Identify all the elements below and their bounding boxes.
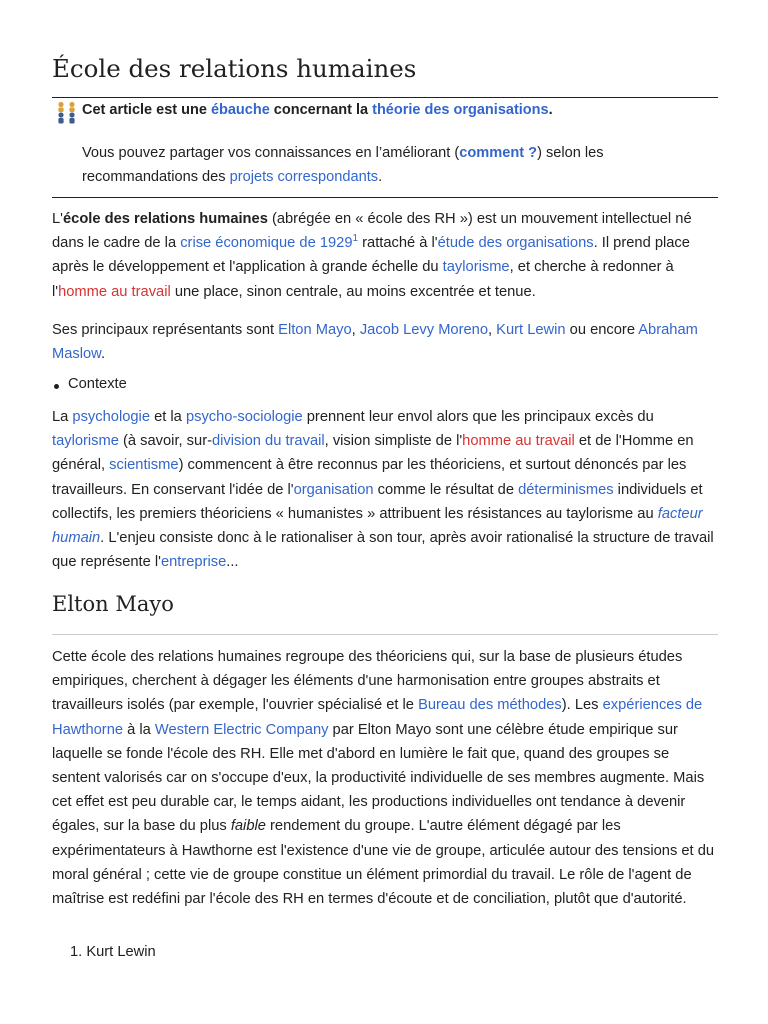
- text: ou encore: [565, 322, 639, 338]
- redlink-homme-au-travail[interactable]: homme au travail: [58, 283, 171, 300]
- link-ebauche[interactable]: ébauche: [210, 102, 270, 118]
- bullet-dot: [54, 384, 59, 389]
- notice-text: concernant la: [269, 102, 373, 118]
- notice-divider: [52, 197, 718, 198]
- notice-text: ) selon les recommandations des: [82, 145, 604, 185]
- text: et la: [150, 409, 186, 425]
- text: . L'enjeu consiste donc à le rationaliser à son tour, après avoir rationalisé la structure de travail que représente l': [52, 530, 714, 571]
- text: ). Les: [561, 697, 603, 714]
- redlink-homme-au-travail[interactable]: homme au travail: [462, 433, 575, 450]
- text: ,: [351, 322, 360, 338]
- context-paragraph: [52, 405, 718, 574]
- text: une place, sinon centrale, au moins excentrée et tenue.: [170, 283, 536, 300]
- link-projets-correspondants[interactable]: projets correspondants: [229, 169, 379, 185]
- link-bureau-des-methodes[interactable]: Bureau des méthodes: [418, 697, 562, 714]
- text: .: [100, 346, 106, 363]
- link-psycho-sociologie[interactable]: psycho-sociologie: [185, 409, 303, 425]
- text: et de l'Homme en général,: [52, 433, 694, 474]
- text: L': [52, 211, 63, 227]
- link-comment[interactable]: comment ?: [459, 145, 538, 161]
- text: ,: [488, 322, 497, 338]
- notice-text: Cet article est une: [82, 102, 211, 118]
- bold-term: école des relations humaines: [62, 211, 268, 227]
- reference-1[interactable]: 1: [352, 233, 359, 245]
- link-western-electric[interactable]: Western Electric Company: [154, 721, 329, 738]
- text: Cette école des relations humaines regroupe des théoriciens qui, sur la base de plusieurs études empiriques, cherchent à dégager les éléments d'une harmonisation entre groupes abstraits et travailleurs isolés (par exemple, l'ouvrier spécialisé et le: [52, 649, 683, 714]
- link-theorie-organisations[interactable]: théorie des organisations: [372, 102, 549, 118]
- page-title: École des relations humaines: [52, 54, 417, 83]
- text: (abrégée en « école des RH ») est un mouvement intellectuel né dans le cadre de la: [52, 211, 692, 252]
- link-abraham-maslow[interactable]: Abraham Maslow: [52, 322, 698, 363]
- people-icon: [56, 101, 78, 125]
- link-crise-1929[interactable]: crise économique de 1929: [180, 235, 353, 252]
- link-facteur-humain[interactable]: facteur humain: [52, 505, 703, 547]
- italic-term: faible: [230, 818, 266, 835]
- text: rattaché à l': [358, 235, 438, 252]
- text: , vision simpliste de l': [324, 433, 463, 450]
- text: prennent leur envol alors que les principaux excès du: [302, 409, 654, 425]
- text: , et cherche à redonner à l': [52, 259, 674, 300]
- text: comme le résultat de: [373, 481, 519, 498]
- text: Ses principaux représentants sont: [52, 322, 279, 338]
- text: par Elton Mayo sont une célèbre étude empirique sur laquelle se fonde l'école des RH. Elle met d'abord en lumière le fait que, quand des groupes se sentent valorisés car on s'occupe d'eux, la productivité individuelle de ses membres augmente. Mais cet effet est peu durable car, le temps aidant, les productions individuelles ont tendance à devenir égales, sur la base du plus: [52, 721, 705, 835]
- notice-text: .: [548, 102, 553, 118]
- text: ) commencent à être reconnus par les théoriciens, et surtout dénoncés par les travailleurs. En conservant l'idée de l': [52, 457, 687, 498]
- text: à la: [123, 721, 155, 738]
- stub-notice-heading: [82, 102, 553, 118]
- link-kurt-lewin[interactable]: Kurt Lewin: [496, 322, 566, 338]
- notice-text: .: [378, 169, 383, 185]
- link-elton-mayo[interactable]: Elton Mayo: [278, 322, 352, 338]
- text: La: [52, 409, 73, 425]
- link-experiences-hawthorne[interactable]: expériences de Hawthorne: [52, 697, 703, 738]
- bullet-label: Contexte: [68, 376, 127, 392]
- link-taylorisme[interactable]: taylorisme: [442, 259, 510, 276]
- intro-paragraph-2: [52, 318, 718, 366]
- stub-notice-body: [82, 141, 682, 189]
- link-taylorisme[interactable]: taylorisme: [52, 433, 119, 450]
- text: rendement du groupe. L'autre élément dégagé par les expérimentateurs à Hawthorne est l'existence d'une vie de groupe, articulée autour des tensions et du moral général ; cette vie de groupe constitue un élément primordial du travail. Le rôle de l'agent de maîtrise est redéfini par l'école des RH en termes d'écoute et de conciliation, plutôt que d'autorité.: [52, 818, 715, 908]
- link-division-du-travail[interactable]: division du travail: [211, 433, 325, 450]
- link-determinismes[interactable]: déterminismes: [518, 481, 614, 498]
- mayo-paragraph: [52, 645, 718, 911]
- link-psychologie[interactable]: psychologie: [72, 409, 150, 425]
- link-entreprise[interactable]: entreprise: [160, 554, 227, 571]
- link-jacob-levy-moreno[interactable]: Jacob Levy Moreno: [359, 322, 488, 338]
- link-scientisme[interactable]: scientisme: [109, 457, 179, 474]
- text: ...: [226, 554, 239, 571]
- link-organisation[interactable]: organisation: [293, 481, 374, 498]
- ordered-list-item: 1. Kurt Lewin: [70, 944, 156, 960]
- section-heading-elton-mayo: Elton Mayo: [52, 592, 174, 616]
- title-divider: [52, 97, 718, 98]
- intro-paragraph-1: [52, 207, 718, 304]
- link-etude-organisations[interactable]: étude des organisations: [437, 235, 594, 252]
- text: (à savoir, sur-: [118, 433, 212, 450]
- section-divider: [52, 634, 718, 635]
- text: individuels et collectifs, les premiers théoriciens « humanistes » attribuent les résistances au taylorisme au: [52, 481, 703, 522]
- text: . Il prend place après le développement et l'application à grande échelle du: [52, 235, 690, 276]
- notice-text: Vous pouvez partager vos connaissances en l’améliorant (: [82, 145, 460, 161]
